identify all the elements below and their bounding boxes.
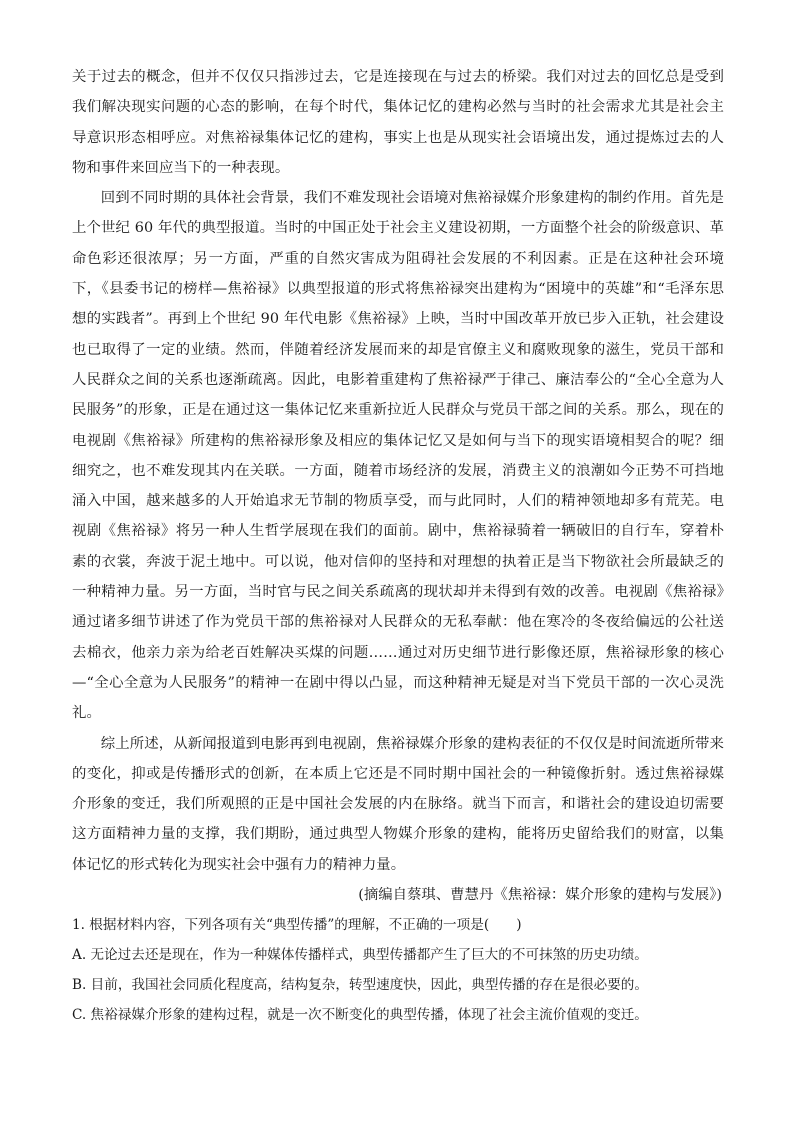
option-a: A. 无论过去还是现在，作为一种媒体传播样式，典型传播都产生了巨大的不可抹煞的历史功绩。 <box>72 947 648 964</box>
article-paragraph-2: 回到不同时期的具体社会背景，我们不难发现社会语境对焦裕禄媒介形象建构的制约作用。首先是上个世纪 60 年代的典型报道。当时的中国正处于社会主义建设初期，一方面整个社会的阶级意识、革命色彩还很浓厚；另一方面，严重的自然灾害成为阻碍社会发展的不利因素。正是在这种社会环境下，《县委书记的榜样—焦裕禄》以典型报道的形式将焦裕禄突出建构为“困境中的英雄”和“毛泽东思想的实践者”。再到上个世纪 90 年代电影《焦裕禄》上映，当时中国改革开放已步入正轨，社会建设也已取得了一定的业绩。然而，伴随着经济发展而来的却是官僚主义和腐败现象的滋生，党员干部和人民群众之间的关系也逐渐疏离。因此，电影着重建构了焦裕禄严于律己、廉洁奉公的“全心全意为人民服务”的形象，正是在通过这一集体记忆来重新拉近人民群众与党员干部之间的关系。那么，现在的电视剧《焦裕禄》所建构的焦裕禄形象及相应的集体记忆又是如何与当下的现实语境相契合的呢？细细究之，也不难发现其内在关联。一方面，随着市场经济的发展，消费主义的浪潮如今正势不可挡地涌入中国，越来越多的人开始追求无节制的物质享受，而与此同时，人们的精神领地却多有荒芜。电视剧《焦裕禄》将另一种人生哲学展现在我们的面前。剧中，焦裕禄骑着一辆破旧的自行车，穿着朴素的衣裳，奔波于泥土地中。可以说，他对信仰的坚持和对理想的执着正是当下物欲社会所最缺乏的一种精神力量。另一方面，当时官与民之间关系疏离的现状却并未得到有效的改善。电视剧《焦裕禄》通过诸多细节讲述了作为党员干部的焦裕禄对人民群众的无私奉献：他在寒冷的冬夜给偏远的公社送去棉衣，他亲力亲为给老百姓解决买煤的问题……通过对历史细节进行影像还原，焦裕禄形象的核心—“全心全意为人民服务”的精神一在剧中得以凸显，而这种精神无疑是对当下党员干部的一次心灵洗礼。 <box>72 190 724 722</box>
document-page <box>72 62 724 1030</box>
article-paragraph-3: 综上所述，从新闻报道到电影再到电视剧，焦裕禄媒介形象的建构表征的不仅仅是时间流逝所带来的变化，抑或是传播形式的创新，在本质上它还是不同时期中国社会的一种镜像折射。透过焦裕禄媒介形象的变迁，我们所观照的正是中国社会发展的内在脉络。就当下而言，和谐社会的建设迫切需要这方面精神力量的支撑，我们期盼，通过典型人物媒介形象的建构，能将历史留给我们的财富，以集体记忆的形式转化为现实社会中强有力的精神力量。 <box>72 735 724 873</box>
article-source: (摘编自蔡琪、曹慧丹《焦裕禄：媒介形象的建构与发展》) <box>358 887 722 904</box>
question-stem: 1. 根据材料内容，下列各项有关“典型传播”的理解，不正确的一项是( ) <box>72 917 522 934</box>
option-b: B. 目前，我国社会同质化程度高，结构复杂，转型速度快，因此，典型传播的存在是很必要的。 <box>72 977 648 994</box>
article-paragraph-1: 关于过去的概念，但并不仅仅只指涉过去，它是连接现在与过去的桥梁。我们对过去的回忆总是受到我们解决现实问题的心态的影响，在每个时代，集体记忆的建构必然与当时的社会需求尤其是社会主导意识形态相呼应。对焦裕禄集体记忆的建构，事实上也是从现实社会语境出发，通过提炼过去的人物和事件来回应当下的一种表现。 <box>72 69 724 176</box>
option-c: C. 焦裕禄媒介形象的建构过程，就是一次不断变化的典型传播，体现了社会主流价值观的变迁。 <box>72 1007 648 1024</box>
